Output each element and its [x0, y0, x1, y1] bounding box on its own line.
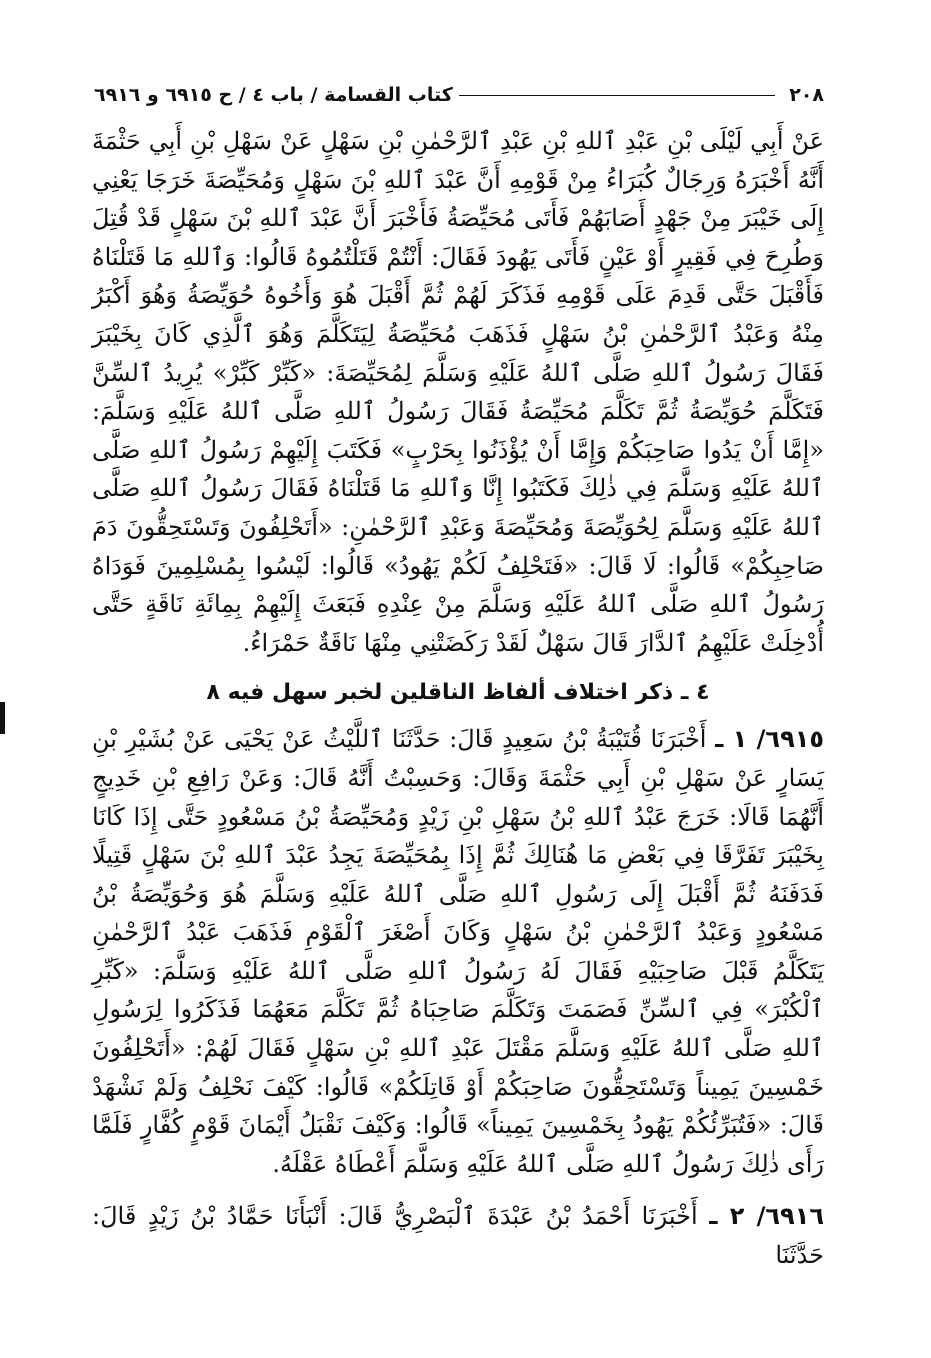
- book-page: [92, 78, 824, 1275]
- page-body: [92, 122, 824, 1275]
- hadith-text: أَخْبَرَنَا قُتَيْبَةُ بْنُ سَعِيدٍ قَالَ: حَدَّثَنَا ٱللَّيْثُ عَنْ يَحْيَى عَنْ بُشَيْرِ بْنِ يَسَارٍ عَنْ سَهْلِ بْنِ أَبِي حَثْمَةَ وَقَالَ: وَحَسِبْتُ أَنَّهُ قَالَ: وَعَنْ رَافِعِ بْنِ خَدِيجٍ أَنَّهُمَا قَالَا: خَرَجَ عَبْدُ ٱللهِ بْنُ سَهْلِ بْنِ زَيْدٍ وَمُحَيِّصَةُ بْنُ مَسْعُودٍ حَتَّى إِذَا كَانَا بِخَيْبَرَ تَفَرَّقَا فِي بَعْضِ مَا هُنَالِكَ ثُمَّ إِذَا بِمُحَيِّصَةَ يَجِدُ عَبْدَ ٱللهِ بْنَ سَهْلٍ قَتِيلًا فَدَفَنَهُ ثُمَّ أَقْبَلَ إِلَى رَسُولِ ٱللهِ صَلَّى ٱللهُ عَلَيْهِ وَسَلَّمَ هُوَ وَحُوَيِّصَةُ بْنُ مَسْعُودٍ وَعَبْدُ ٱلرَّحْمٰنِ بْنُ سَهْلٍ وَكَانَ أَصْغَرَ ٱلْقَوْمِ فَذَهَبَ عَبْدُ ٱلرَّحْمٰنِ يَتَكَلَّمُ قَبْلَ صَاحِبَيْهِ فَقَالَ لَهُ رَسُولُ ٱللهِ صَلَّى ٱللهُ عَلَيْهِ وَسَلَّمَ: «كَبِّرِ ٱلْكُبْرَ» فِي ٱلسِّنِّ فَصَمَتَ وَتَكَلَّمَ صَاحِبَاهُ ثُمَّ تَكَلَّمَ مَعَهُمَا فَذَكَرُوا لِرَسُولِ ٱللهِ صَلَّى ٱللهُ عَلَيْهِ وَسَلَّمَ مَقْتَلَ عَبْدِ ٱللهِ بْنِ سَهْلٍ فَقَالَ لَهُمْ: «أَتَحْلِفُونَ خَمْسِينَ يَمِيناً وَتَسْتَحِقُّونَ صَاحِبَكُمْ أَوْ قَاتِلَكُمْ» قَالُوا: كَيْفَ نَحْلِفُ وَلَمْ نَشْهَدْ قَالَ: «فَتُبَرِّئُكُمْ يَهُودُ بِخَمْسِينَ يَمِيناً» قَالُوا: وَكَيْفَ نَقْبَلُ أَيْمَانَ قَوْمٍ كُفَّارٍ فَلَمَّا رَأَى ذٰلِكَ رَسُولُ ٱللهِ صَلَّى ٱللهُ عَلَيْهِ وَسَلَّمَ أَعْطَاهُ عَقْلَهُ.: [92, 725, 824, 1178]
- page-number: ٢٠٨: [789, 84, 824, 106]
- page-header: [92, 78, 824, 112]
- hadith-text: أَخْبَرَنَا أَحْمَدُ بْنُ عَبْدَةَ ٱلْبَصْرِيُّ قَالَ: أَنْبَأَنَا حَمَّادُ بْنُ زَيْدٍ قَالَ: حَدَّثَنَا: [92, 1202, 824, 1270]
- hadith-6916: [92, 1197, 824, 1274]
- page-edge-mark: [0, 702, 5, 734]
- header-rule: [459, 95, 775, 96]
- running-head: كتاب القسامة / باب ٤ / ح ٦٩١٥ و ٦٩١٦: [94, 84, 453, 106]
- continuation-paragraph: عَنْ أَبِي لَيْلَى بْنِ عَبْدِ ٱللهِ بْنِ عَبْدِ ٱلرَّحْمٰنِ بْنِ سَهْلٍ عَنْ سَهْلِ بْنِ أَبِي حَثْمَةَ أَنَّهُ أَخْبَرَهُ وَرِجَالٌ كُبَرَاءُ مِنْ قَوْمِهِ أَنَّ عَبْدَ ٱللهِ بْنَ سَهْلٍ وَمُحَيِّصَةَ خَرَجَا يَعْنِي إِلَى خَيْبَرَ مِنْ جَهْدٍ أَصَابَهُمْ فَأَتَى مُحَيِّصَةُ فَأَخْبَرَ أَنَّ عَبْدَ ٱللهِ بْنَ سَهْلٍ قَدْ قُتِلَ وَطُرِحَ فِي فَقِيرٍ أَوْ عَيْنٍ فَأَتَى يَهُودَ فَقَالَ: أَنْتُمْ قَتَلْتُمُوهُ قَالُوا: وَٱللهِ مَا قَتَلْنَاهُ فَأَقْبَلَ حَتَّى قَدِمَ عَلَى قَوْمِهِ فَذَكَرَ لَهُمْ ثُمَّ أَقْبَلَ هُوَ وَأَخُوهُ حُوَيِّصَةُ وَهُوَ أَكْبَرُ مِنْهُ وَعَبْدُ ٱلرَّحْمٰنِ بْنُ سَهْلٍ فَذَهَبَ مُحَيِّصَةُ لِيَتَكَلَّمَ وَهُوَ ٱلَّذِي كَانَ بِخَيْبَرَ فَقَالَ رَسُولُ ٱللهِ صَلَّى ٱللهُ عَلَيْهِ وَسَلَّمَ لِمُحَيِّصَةَ: «كَبِّرْ كَبِّرْ» يُرِيدُ ٱلسِّنَّ فَتَكَلَّمَ حُوَيِّصَةُ ثُمَّ تَكَلَّمَ مُحَيِّصَةُ فَقَالَ رَسُولُ ٱللهِ صَلَّى ٱللهُ عَلَيْهِ وَسَلَّمَ: «إِمَّا أَنْ يَدُوا صَاحِبَكُمْ وَإِمَّا أَنْ يُؤْذَنُوا بِحَرْبٍ» فَكَتَبَ إِلَيْهِمْ رَسُولُ ٱللهِ صَلَّى ٱللهُ عَلَيْهِ وَسَلَّمَ فِي ذٰلِكَ فَكَتَبُوا إِنَّا وَٱللهِ مَا قَتَلْنَاهُ فَقَالَ رَسُولُ ٱللهِ صَلَّى ٱللهُ عَلَيْهِ وَسَلَّمَ لِحُوَيِّصَةَ وَمُحَيِّصَةَ وَعَبْدِ ٱلرَّحْمٰنِ: «أَتَحْلِفُونَ وَتَسْتَحِقُّونَ دَمَ صَاحِبِكُمْ» قَالُوا: لَا قَالَ: «فَتَحْلِفُ لَكُمْ يَهُودُ» قَالُوا: لَيْسُوا بِمُسْلِمِينَ فَوَدَاهُ رَسُولُ ٱللهِ صَلَّى ٱللهُ عَلَيْهِ وَسَلَّمَ مِنْ عِنْدِهِ فَبَعَثَ إِلَيْهِمْ بِمِائَةِ نَاقَةٍ حَتَّى أُدْخِلَتْ عَلَيْهِمُ ٱلدَّارَ قَالَ سَهْلٌ لَقَدْ رَكَضَتْنِي مِنْهَا نَاقَةٌ حَمْرَاءُ.: [92, 127, 825, 657]
- hadith-number: ٦٩١٦/ ٢ ـ: [709, 1202, 824, 1231]
- section-heading: ٤ ـ ذكر اختلاف ألفاظ الناقلين لخبر سهل فيه ٨: [206, 680, 710, 706]
- hadith-6915: [92, 720, 824, 1183]
- hadith-number: ٦٩١٥/ ١ ـ: [715, 725, 825, 754]
